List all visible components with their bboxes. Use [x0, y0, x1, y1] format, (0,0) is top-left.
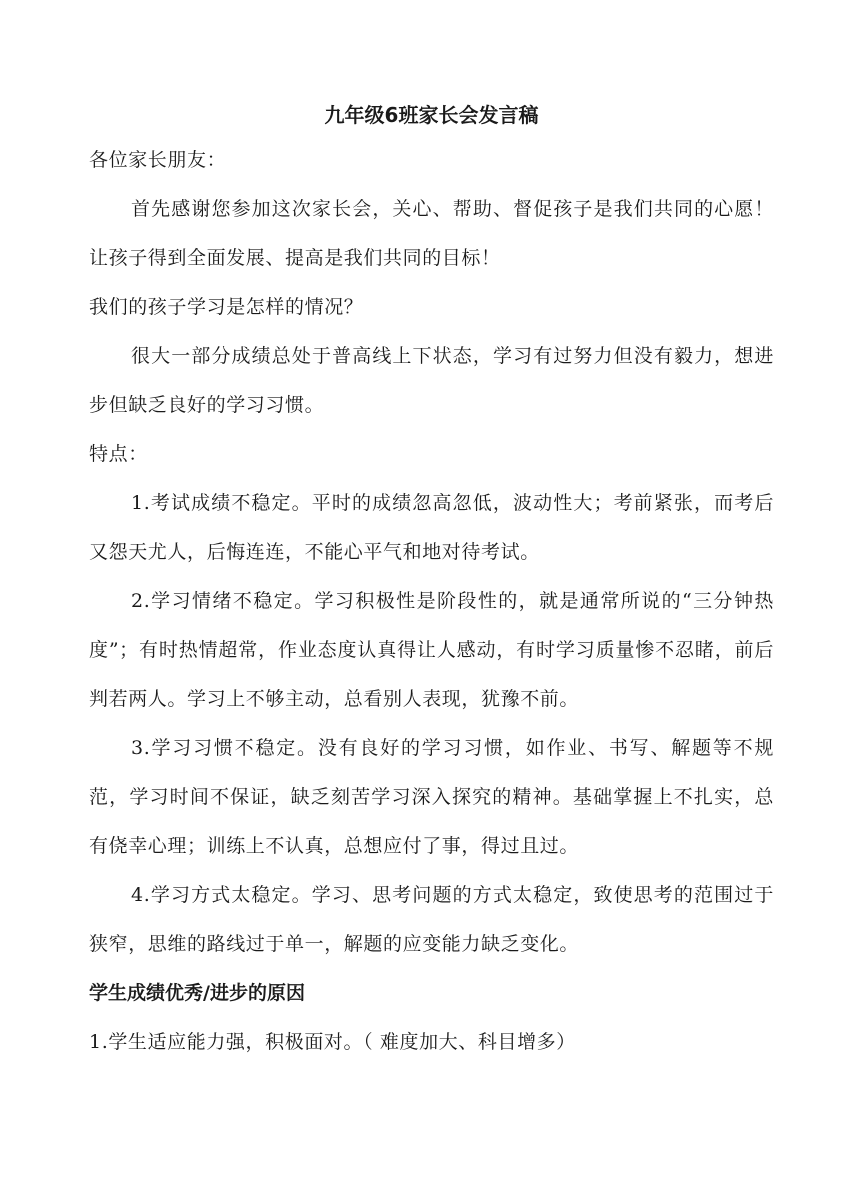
situation-paragraph: 很大一部分成绩总处于普高线上下状态，学习有过努力但没有毅力，想进步但缺乏良好的学习习惯。: [89, 345, 774, 416]
reason-item: 1.学生适应能力强，积极面对。（ 难度加大、科目增多）: [89, 1031, 576, 1053]
feature-item: 4.学习方式太稳定。学习、思考问题的方式太稳定，致使思考的范围过于狭窄，思维的路线过于单一，解题的应变能力缺乏变化。: [89, 884, 774, 955]
feature-item: 2.学习情绪不稳定。学习积极性是阶段性的，就是通常所说的“三分钟热度”；有时热情超常，作业态度认真得让人感动，有时学习质量惨不忍睹，前后判若两人。学习上不够主动，总看别人表现，犹豫不前。: [89, 590, 774, 710]
greeting: 各位家长朋友：: [89, 149, 227, 171]
intro-paragraph: 首先感谢您参加这次家长会，关心、帮助、督促孩子是我们共同的心愿！让孩子得到全面发展、提高是我们共同的目标！: [89, 198, 774, 269]
feature-item: 1.考试成绩不稳定。平时的成绩忽高忽低，波动性大；考前紧张，而考后又怨天尤人，后悔连连，不能心平气和地对待考试。: [89, 492, 774, 563]
reasons-heading: 学生成绩优秀/进步的原因: [89, 982, 305, 1004]
features-label: 特点：: [89, 443, 148, 465]
question-line: 我们的孩子学习是怎样的情况？: [89, 296, 364, 318]
document-title: 九年级6班家长会发言稿: [324, 103, 539, 127]
feature-item: 3.学习习惯不稳定。没有良好的学习习惯，如作业、书写、解题等不规范，学习时间不保证，缺乏刻苦学习深入探究的精神。基础掌握上不扎实，总有侥幸心理；训练上不认真，总想应付了事，得过且过。: [89, 737, 774, 857]
document-body: [89, 98, 774, 1067]
